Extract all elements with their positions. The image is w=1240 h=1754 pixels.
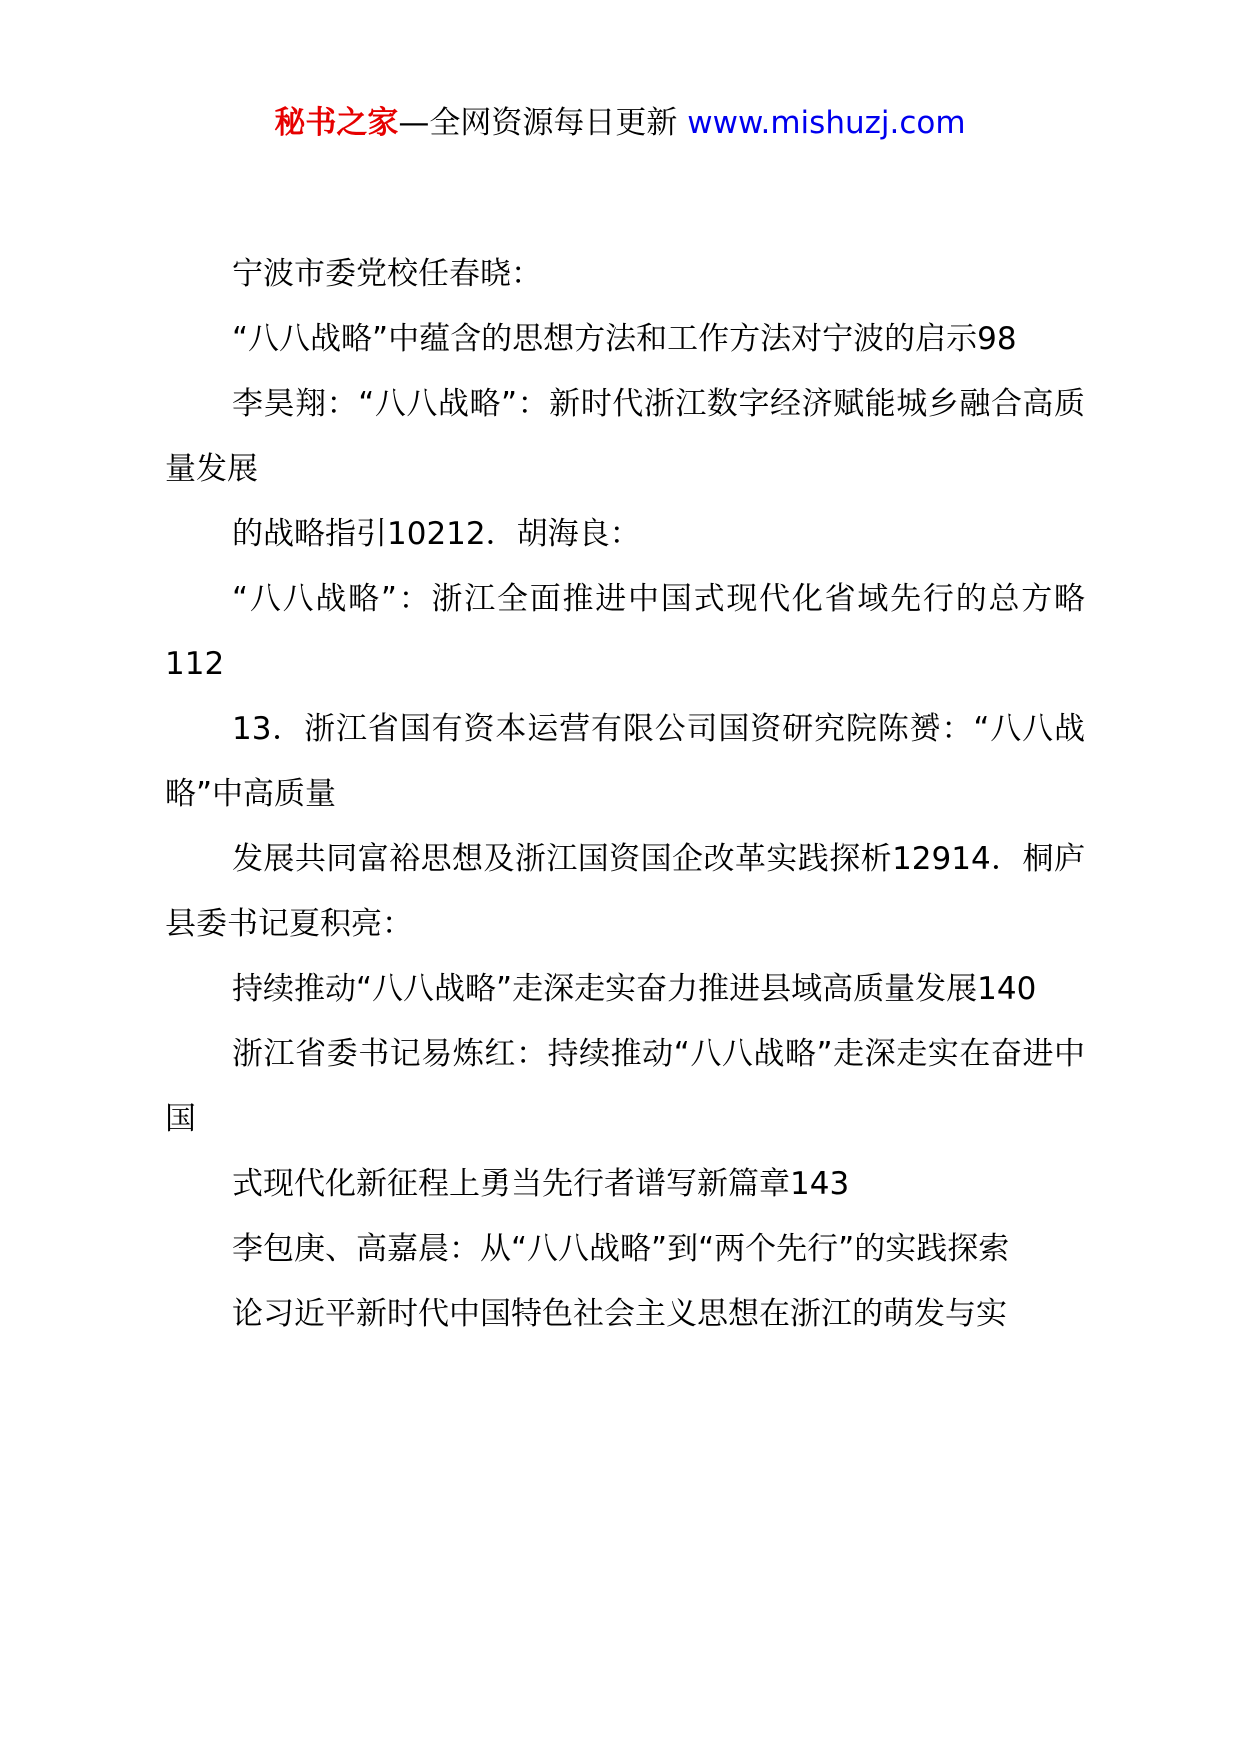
paragraph: 的战略指引10212．胡海良： — [232, 516, 641, 552]
page-header — [0, 100, 1240, 146]
header-tagline: —全网资源每日更新 — [398, 105, 688, 141]
paragraph: 论习近平新时代中国特色社会主义思想在浙江的萌发与实 — [232, 1296, 1007, 1332]
paragraph: 式现代化新征程上勇当先行者谱写新篇章143 — [232, 1166, 850, 1202]
paragraph: 宁波市委党校任春晓： — [232, 256, 542, 292]
document-body — [165, 242, 1085, 1347]
paragraph: 李包庚、高嘉晨：从“八八战略”到“两个先行”的实践探索 — [232, 1231, 1010, 1267]
paragraph: “八八战略”：浙江全面推进中国式现代化省域先行的总方略112 — [165, 581, 1085, 682]
brand-name: 秘书之家 — [274, 105, 399, 141]
paragraph: 13．浙江省国有资本运营有限公司国资研究院陈赟：“八八战略”中高质量 — [165, 711, 1085, 812]
paragraph: 发展共同富裕思想及浙江国资国企改革实践探析12914．桐庐县委书记夏积亮： — [165, 841, 1085, 942]
paragraph: 浙江省委书记易炼红：持续推动“八八战略”走深走实在奋进中国 — [165, 1036, 1085, 1137]
paragraph: “八八战略”中蕴含的思想方法和工作方法对宁波的启示98 — [232, 321, 1017, 357]
paragraph: 李昊翔：“八八战略”：新时代浙江数字经济赋能城乡融合高质量发展 — [165, 386, 1085, 487]
paragraph: 持续推动“八八战略”走深走实奋力推进县域高质量发展140 — [232, 971, 1037, 1007]
header-url-link[interactable]: www.mishuzj.com — [687, 105, 966, 141]
